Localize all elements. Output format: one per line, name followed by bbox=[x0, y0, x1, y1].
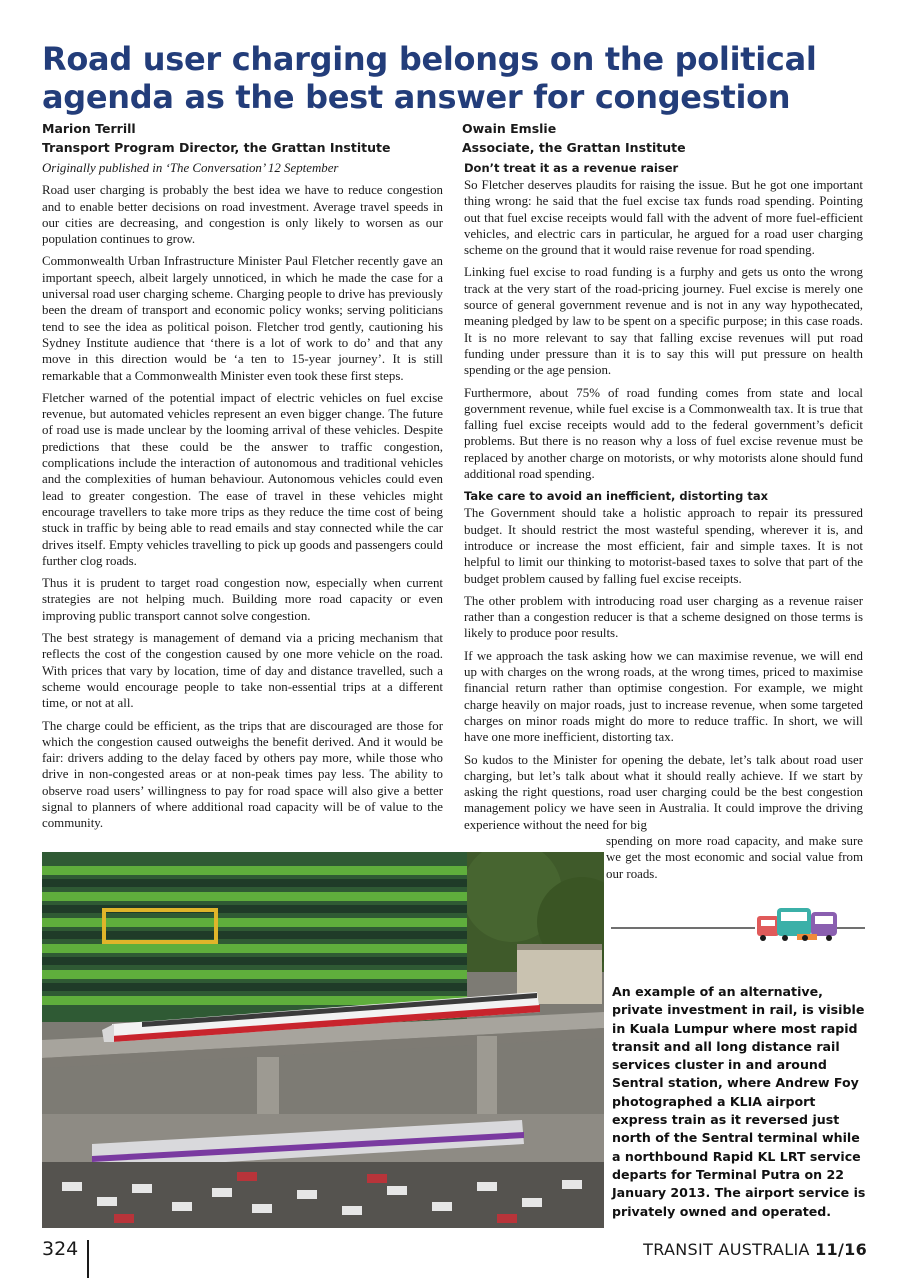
body-paragraph: Fletcher warned of the potential impact of electric vehicles on fuel excise revenue, but automated vehicles represent an even bigger change. The future of road use is made unclear by the looming arrival of these vehicles. Despite predictions that these could be the answer to traffic congestion, complications include the interaction of autonomous and traditional vehicles and the complexities of human behaviour. Autonomous vehicles could even lead to greater congestion. The ease of travel in these vehicles might encourage travellers to take more trips as they reduce the time cost of being stuck in traffic by being able to read emails and stay connected while the car drives itself. Empty vehicles travelling to pick up goods and passengers could further clog roads. bbox=[42, 390, 443, 568]
body-paragraph: Road user charging is probably the best idea we have to reduce congestion and to enable better decisions on road investment. Average travel speeds in our cities are decreasing, and congestion is only likely to worsen as our population continues to grow. bbox=[42, 183, 443, 247]
body-paragraph: Linking fuel excise to road funding is a furphy and gets us onto the wrong track at the very start of the road-pricing journey. Fuel excise is merely one source of general government revenue and is not in any way hypothecated, meaning pledged by law to be spent on a specific purpose; in this case roads. It is no more relevant to say that falling excise revenues will put road funding under pressure than it is to say this will put pressure on health spending or the age pension. bbox=[464, 265, 863, 378]
author-left-role: Transport Program Director, the Grattan Institute bbox=[42, 140, 391, 155]
body-paragraph: So kudos to the Minister for opening the debate, let’s talk about road user charging, but let’s talk about what it should really achieve. If we start by asking the right questions, road user charging could be the best congestion management policy we have seen in Australia. It could improve the driving experience without the need for big bbox=[464, 752, 863, 832]
body-paragraph-continued: spending on more road capacity, and make sure we get the most economic and social value from our roads. bbox=[606, 833, 863, 881]
page-number: 324 bbox=[42, 1238, 79, 1260]
photo-caption: An example of an alternative, private investment in rail, is visible in Kuala Lumpur where most rapid transit and all long distance rail services cluster in and around Sentral station, where Andrew Foy photographed a KLIA airport express train as it reversed just north of the Sentral terminal while a northbound Rapid KL LRT service departs for Terminal Putra on 22 January 2013. The airport service is privately owned and operated. bbox=[612, 984, 866, 1219]
body-paragraph: The best strategy is management of demand via a pricing mechanism that reflects the cost of the congestion caused by one more vehicle on the road. With prices that vary by location, time of day and distance travelled, such a scheme would encourage people to take non-essential trips at a different time, or not at all. bbox=[42, 631, 443, 711]
right-column bbox=[464, 160, 863, 888]
body-paragraph: The charge could be efficient, as the trips that are discouraged are those for which the congestion caused outweighs the benefit derived. And it would be fair: drivers adding to the delay faced by others pay more, while those who drive in non-congested areas or at non-peak times pay less. The ability to observe road users’ willingness to pay for road space will also give a better signal to planners of where additional road capacity will be of value to the community. bbox=[42, 718, 443, 831]
section-heading: Take care to avoid an inefficient, distorting tax bbox=[464, 489, 768, 504]
body-paragraph: If we approach the task asking how we can maximise revenue, we will end up with charges on the wrong roads, at the wrong times, priced to maximise financial return rather than optimise congestion. For example, we might charge heavily on major roads, just to increase revenue, when some targeted charges on minor roads might do more to reduce traffic. In short, we will have one more inefficient, distorting tax. bbox=[464, 648, 863, 745]
body-paragraph: Thus it is prudent to target road congestion now, especially when current strategies are not helping much. Building more road capacity or even improving public transport cannot solve congestion. bbox=[42, 576, 443, 623]
body-paragraph: Furthermore, about 75% of road funding comes from state and local government revenue, while fuel excise is a Commonwealth tax. It is true that falling fuel excise receipts would add to the federal government’s deficit problems. But there is no reason why a loss of fuel excise revenue must be replaced by another charge on motorists, or why motorists alone should fund additional road spending. bbox=[464, 385, 863, 482]
author-right-name: Owain Emslie bbox=[462, 121, 557, 136]
body-paragraph: The other problem with introducing road user charging as a revenue raiser rather than a congestion reducer is that a scheme designed on those terms is likely to produce poor results. bbox=[464, 593, 863, 641]
section-heading: Don’t treat it as a revenue raiser bbox=[464, 161, 679, 175]
publication-issue: 11/16 bbox=[815, 1240, 867, 1259]
author-left-name: Marion Terrill bbox=[42, 121, 136, 136]
body-paragraph: So Fletcher deserves plaudits for raising the issue. But he got one important thing wrong: he said that the fuel excise tax funds road spending. Pointing out that fuel excise receipts would fall with the advent of more fuel-efficient vehicles, and electric cars in particular, he argued for a road user charging scheme on the ground that it would raise revenue for road spending. bbox=[464, 178, 863, 258]
author-right bbox=[462, 119, 686, 157]
article-title: Road user charging belongs on the political agenda as the best answer for congestion bbox=[42, 40, 817, 116]
body-paragraph: Commonwealth Urban Infrastructure Minister Paul Fletcher recently gave an important speech, albeit largely unnoticed, in which he made the case for a universal road user charging scheme. Charging people to drive has previously been the dream of transport and economic policy wonks; serving politicians tend to see the idea as political poison. Fletcher trod gently, cautioning his Sydney Institute audience that ‘there is a lot of work to do’ and that any move in this direction would be ‘a ten to 15-year journey’. It is still remarkable that a Commonwealth Minister even took these first steps. bbox=[42, 254, 443, 383]
left-column bbox=[42, 160, 443, 838]
publication-name: TRANSIT AUSTRALIA bbox=[643, 1240, 816, 1259]
author-left bbox=[42, 119, 390, 157]
body-paragraph: The Government should take a holistic approach to repair its pressured budget. It should restrict the most wasteful spending, wherever it is, and introduce or increase the most efficient, fair and simple taxes. It is not helpful to limit our thinking to motorist-based taxes to solve that part of the budget problem caused by falling fuel excise receipts. bbox=[464, 506, 863, 586]
author-right-role: Associate, the Grattan Institute bbox=[462, 140, 686, 155]
kuala-lumpur-rail-photo bbox=[42, 852, 604, 1228]
footer-divider bbox=[87, 1240, 89, 1278]
originally-published-note: Originally published in ‘The Conversation’ 12 September bbox=[42, 161, 339, 175]
publication-footer bbox=[643, 1240, 867, 1259]
transit-vehicles-icon bbox=[611, 904, 865, 946]
